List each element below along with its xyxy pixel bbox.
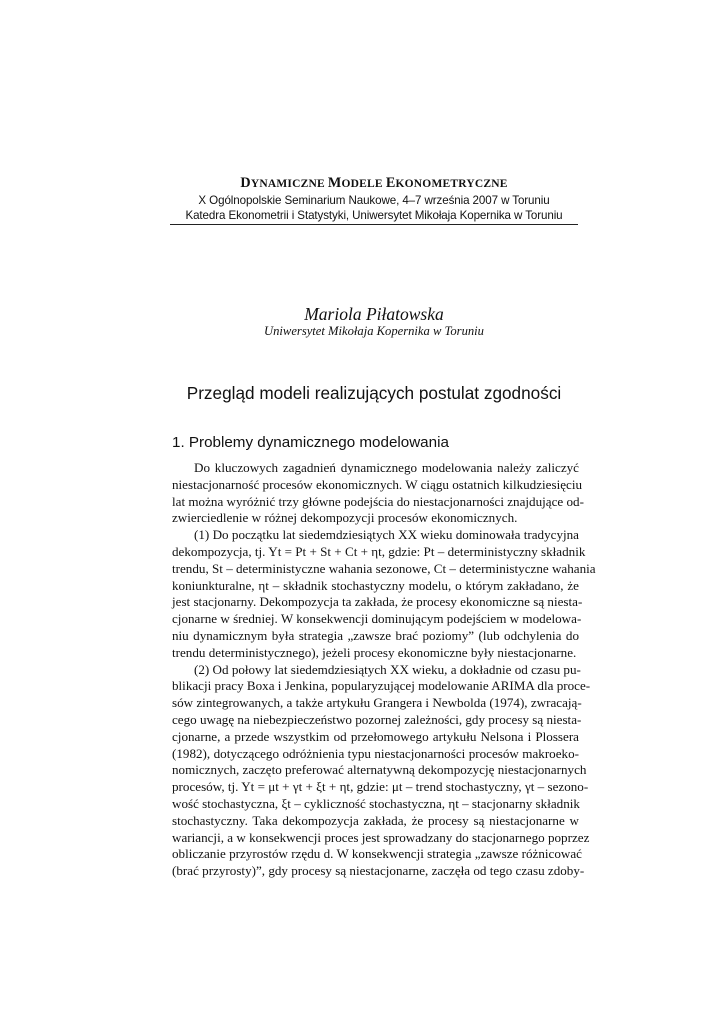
body-line: wariancji, a w konsekwencji proces jest sprowadzany do stacjonarnego poprzez — [172, 829, 590, 845]
body-line: cjonarne, a przede wszystkim od przełomowego artykułu Nelsona i Plossera — [172, 728, 579, 744]
body-line: (brać przyrosty)”, gdy procesy są niestacjonarne, zaczęła od tego czasu zdoby- — [172, 863, 585, 879]
body-line: Do kluczowych zagadnień dynamicznego modelowania należy zaliczyć — [194, 460, 579, 475]
body-line: wość stochastyczna, ξt – cykliczność stochastyczna, ηt – stacjonarny składnik — [172, 795, 580, 811]
body-line: procesów, tj. Yt = μt + γt + ξt + ηt, gdzie: μt – trend stochastyczny, γt – sezono- — [172, 779, 589, 795]
body-line: niu dynamicznym była strategia „zawsze brać poziomy” (lub odchylenia do — [172, 627, 579, 643]
body-line: zwierciedlenie w różnej dekompozycji procesów ekonomicznych. — [172, 510, 518, 526]
author-name: Mariola Piłatowska — [304, 304, 444, 324]
body-line: jest stacjonarny. Dekompozycja ta zakłada, że procesy ekonomiczne są niesta- — [172, 594, 583, 610]
body-line: trendu deterministycznego), jeżeli procesy ekonomiczne były niestacjonarne. — [172, 644, 577, 660]
journal-title: DYNAMICZNE MODELE EKONOMETRYCZNE — [240, 175, 508, 191]
paper-title: Przegląd modeli realizujących postulat zgodności — [186, 383, 562, 403]
header-divider — [170, 224, 578, 225]
body-text — [172, 460, 596, 880]
body-line: (1) Do początku lat siedemdziesiątych XX wieku dominowała tradycyjna — [194, 527, 579, 543]
body-line: dekompozycja, tj. Yt = Pt + St + Ct + ηt, gdzie: Pt – deterministyczny składnik — [172, 543, 586, 559]
body-line: trendu, St – deterministyczne wahania sezonowe, Ct – deterministyczne wahania — [172, 560, 596, 576]
department-line: Katedra Ekonometrii i Statystyki, Uniwersytet Mikołaja Kopernika w Toruniu — [185, 209, 563, 222]
body-line: cjonarne w średniej. W konsekwencji dominującym podejściem w modelowa- — [172, 611, 582, 627]
body-line: cego uwagę na niebezpieczeństwo pozornej zależności, gdy procesy są niesta- — [172, 711, 582, 727]
body-line: sów zintegrowanych, a także artykułu Grangera i Newbolda (1974), zwracają- — [172, 695, 582, 711]
body-line: (2) Od połowy lat siedemdziesiątych XX wieku, a dokładnie od czasu pu- — [194, 661, 581, 677]
journal-header — [170, 174, 578, 223]
author-affiliation: Uniwersytet Mikołaja Kopernika w Toruniu — [264, 324, 484, 338]
body-line: stochastyczny. Taka dekompozycja zakłada, że procesy są niestacjonarne w — [172, 812, 579, 828]
seminar-line: X Ogólnopolskie Seminarium Naukowe, 4–7 września 2007 w Toruniu — [198, 194, 550, 207]
body-line: koniunkturalne, ηt – składnik stochastyczny modelu, o którym zakładano, że — [172, 577, 579, 593]
body-line: nomicznych, zaczęto preferować alternatywną dekompozycję niestacjonarnych — [172, 762, 587, 778]
body-line: lat można wyróżnić trzy główne podejścia do niestacjonarności znajdujące od- — [172, 493, 584, 509]
body-line: niestacjonarność procesów ekonomicznych. W ciągu ostatnich kilkudziesięciu — [172, 476, 583, 492]
body-line: blikacji pracy Boxa i Jenkina, popularyzującej modelowanie ARIMA dla proce- — [172, 678, 591, 694]
body-line: obliczanie przyrostów rzędu d. W konsekwencji strategia „zawsze różnicować — [172, 846, 582, 862]
body-line: (1982), dotyczącego odróżnienia typu niestacjonarności procesów makroeko- — [172, 745, 579, 761]
section-heading: 1. Problemy dynamicznego modelowania — [172, 434, 449, 451]
